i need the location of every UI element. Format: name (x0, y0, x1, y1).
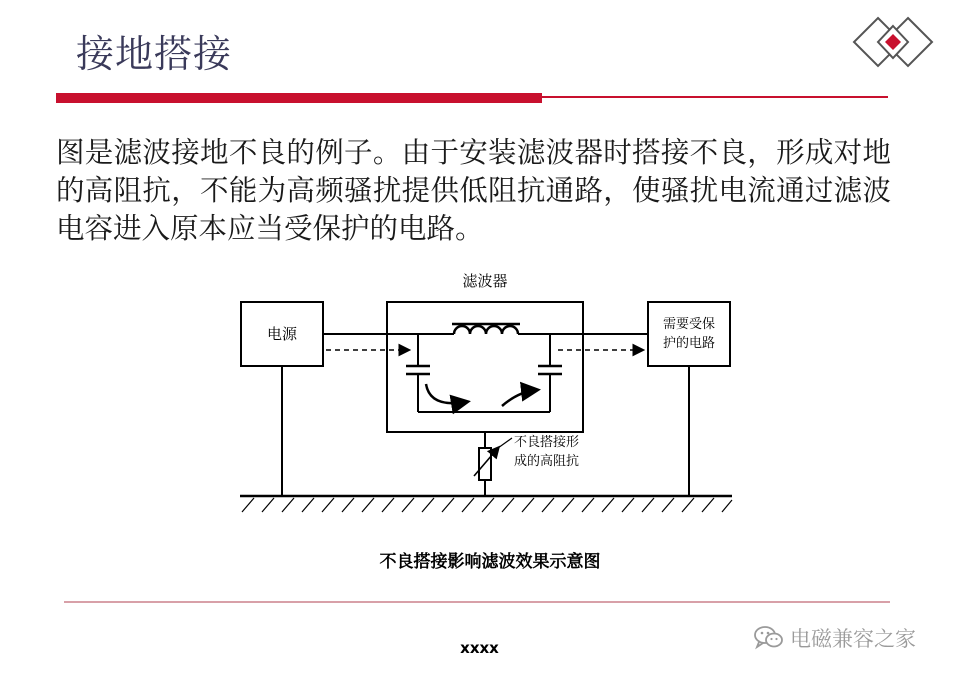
footer-divider (64, 601, 890, 603)
filter-grounding-diagram (236, 266, 736, 516)
wechat-icon (754, 625, 784, 651)
protected-circuit-label-line1: 需要受保 (662, 317, 716, 332)
title-underline-thick (56, 93, 542, 103)
high-impedance-label-line1: 不良搭接形 (514, 435, 580, 450)
footer-text: xxxx (460, 639, 499, 657)
diamond-logo-icon (850, 14, 940, 74)
filter-label: 滤波器 (462, 272, 508, 290)
watermark-text: 电磁兼容之家 (790, 627, 916, 651)
title-underline-thin (542, 96, 888, 98)
high-impedance-label-line2: 成的高阻抗 (514, 454, 580, 469)
ground-hatching (242, 498, 732, 512)
power-source-label: 电源 (266, 325, 298, 343)
diagram-caption: 不良搭接影响滤波效果示意图 (379, 552, 601, 572)
protected-circuit-box (648, 302, 730, 366)
watermark (754, 623, 916, 653)
protected-circuit-label-line2: 护的电路 (662, 336, 716, 351)
body-paragraph: 图是滤波接地不良的例子。由于安装滤波器时搭接不良，形成对地的高阻抗，不能为高频骚扰提供低阻抗通路，使骚扰电流通过滤波电容进入原本应当受保护的电路。 (56, 136, 891, 245)
slide-title: 接地搭接 (76, 32, 233, 76)
